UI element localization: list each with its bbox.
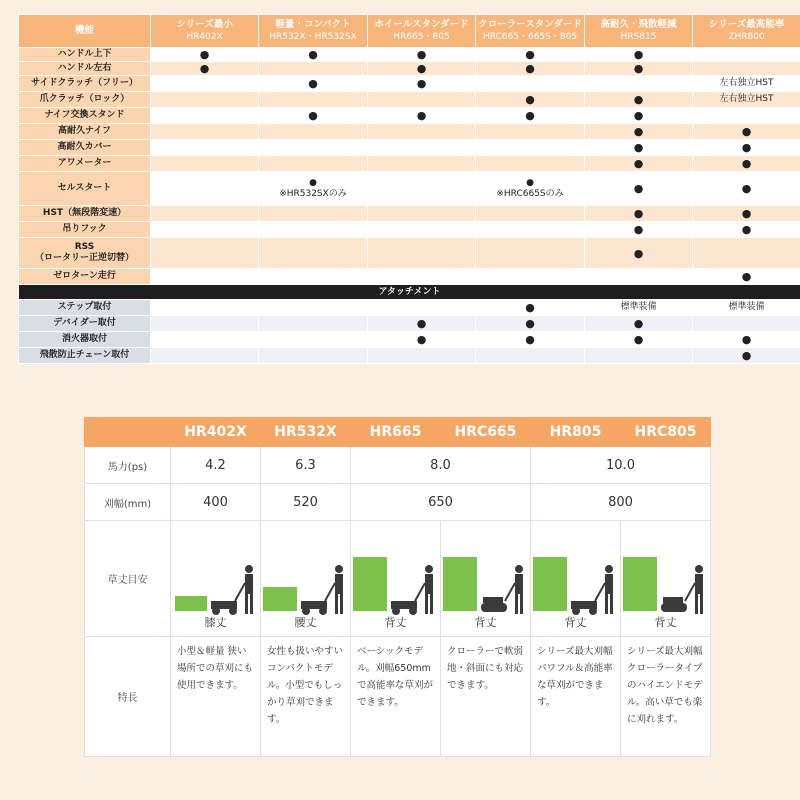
feature-cell	[585, 269, 693, 285]
header-hr665: ホイールスタンダード HR665・805	[368, 15, 476, 48]
feature-cell: 標準装備	[585, 300, 693, 316]
feature-text: クローラーで軟弱地・斜面にも対応できます。	[441, 637, 531, 757]
feature-cell	[585, 348, 693, 364]
model-hr665: HR665	[351, 418, 441, 447]
person-icon	[515, 565, 523, 614]
grass-caption: 膝丈	[204, 616, 227, 629]
feature-row	[19, 238, 800, 269]
feature-cell	[693, 316, 800, 332]
feature-label: 消火器取付	[19, 332, 151, 348]
header-hrs815: 高耐久・飛散軽減 HRS815	[585, 15, 693, 48]
crawler-mower-icon	[481, 583, 515, 612]
feature-cell: ●	[693, 206, 800, 222]
model-hr402x: HR402X	[171, 418, 261, 447]
grass-icon	[263, 587, 297, 611]
feature-cell: ●	[476, 316, 585, 332]
header-hrc665: クローラースタンダード HRC665・665S・805	[476, 15, 585, 48]
feature-cell	[476, 76, 585, 92]
grass-height-illustration	[351, 539, 441, 619]
feature-cell	[151, 316, 259, 332]
feature-cell	[259, 222, 368, 238]
header-zhr800: シリーズ最高能率 ZHR800	[693, 15, 800, 48]
feature-cell	[476, 140, 585, 156]
feature-cell: ●	[585, 316, 693, 332]
grass-caption: 腰丈	[294, 616, 317, 629]
feature-cell	[368, 206, 476, 222]
feature-cell: 標準装備	[693, 300, 800, 316]
feature-cell	[259, 238, 368, 269]
feature-cell: ●	[476, 62, 585, 76]
feature-cell	[151, 92, 259, 108]
grass-figure-cell	[171, 521, 261, 637]
feature-label: デバイダー取付	[19, 316, 151, 332]
feature-label: 吊りフック	[19, 222, 151, 238]
power-value: 8.0	[351, 447, 531, 484]
spec-row-power	[85, 447, 711, 484]
feature-cell	[476, 156, 585, 172]
feature-row	[19, 206, 800, 222]
grass-label: 草丈目安	[85, 521, 171, 637]
width-value: 400	[171, 484, 261, 521]
feature-cell: ●	[259, 48, 368, 62]
feature-cell	[259, 62, 368, 76]
feature-cell: ● ※HRC665Sのみ	[476, 172, 585, 206]
feature-cell	[476, 238, 585, 269]
mower-icon	[301, 583, 335, 615]
feature-cell	[259, 300, 368, 316]
feature-cell: 左右独立HST	[693, 92, 800, 108]
feature-cell: ●	[151, 48, 259, 62]
person-icon	[335, 565, 343, 614]
power-value: 6.3	[261, 447, 351, 484]
width-value: 520	[261, 484, 351, 521]
grass-icon	[533, 557, 567, 611]
feature-label: 爪クラッチ（ロック）	[19, 92, 151, 108]
grass-figure-cell	[531, 521, 621, 637]
feature-cell	[368, 140, 476, 156]
spec-header-blank	[85, 418, 171, 447]
feature-cell	[151, 222, 259, 238]
feature-cell	[151, 124, 259, 140]
feature-label: ナイフ交換スタンド	[19, 108, 151, 124]
grass-height-illustration	[171, 539, 261, 619]
feature-cell	[259, 316, 368, 332]
feature-row	[19, 140, 800, 156]
feature-cell: ●	[585, 206, 693, 222]
feature-cell: ●	[585, 140, 693, 156]
feature-cell: ●	[585, 92, 693, 108]
feature-cell	[151, 108, 259, 124]
grass-caption: 背丈	[654, 616, 677, 629]
feature-cell	[151, 76, 259, 92]
feature-cell: 左右独立HST	[693, 76, 800, 92]
feature-label: 飛散防止チェーン取付	[19, 348, 151, 364]
feature-row	[19, 332, 800, 348]
spec-row-features	[85, 637, 711, 757]
model-hr532x: HR532X	[261, 418, 351, 447]
feature-cell: ●	[585, 108, 693, 124]
feature-label: セルスタート	[19, 172, 151, 206]
feature-cell	[259, 156, 368, 172]
feature-label: RSS （ロータリー正逆切替）	[19, 238, 151, 269]
person-icon	[695, 565, 703, 614]
feature-text: 小型＆軽量 狭い場所での草刈にも使用できます。	[171, 637, 261, 757]
feature-row	[19, 172, 800, 206]
feature-cell	[151, 140, 259, 156]
feature-cell: ●	[693, 269, 800, 285]
grass-icon	[623, 557, 657, 611]
feature-cell	[368, 222, 476, 238]
feature-cell: ●	[476, 332, 585, 348]
feature-cell	[693, 48, 800, 62]
feature-cell: ●	[693, 124, 800, 140]
feature-cell	[259, 269, 368, 285]
feature-cell	[476, 348, 585, 364]
power-label: 馬力(ps)	[85, 447, 171, 484]
feature-cell	[585, 76, 693, 92]
feature-cell	[259, 140, 368, 156]
grass-caption: 背丈	[474, 616, 497, 629]
feature-cell: ●	[368, 48, 476, 62]
feature-cell	[693, 62, 800, 76]
feature-cell	[151, 172, 259, 206]
feature-cell: ●	[585, 172, 693, 206]
spec-row-grass	[85, 521, 711, 637]
feature-cell	[368, 156, 476, 172]
feature-cell	[368, 238, 476, 269]
feature-cell	[476, 269, 585, 285]
feature-label: 高耐久ナイフ	[19, 124, 151, 140]
feature-label: ハンドル上下	[19, 48, 151, 62]
feature-cell: ● ※HR532SXのみ	[259, 172, 368, 206]
mower-icon	[211, 583, 245, 615]
spec-row-width	[85, 484, 711, 521]
feature-cell: ●	[693, 222, 800, 238]
spec-table	[84, 417, 711, 757]
feature-cell: ●	[693, 172, 800, 206]
width-label: 刈幅(mm)	[85, 484, 171, 521]
grass-caption: 背丈	[564, 616, 587, 629]
mower-icon	[571, 583, 605, 615]
feature-cell: ●	[259, 76, 368, 92]
feature-cell: ●	[151, 62, 259, 76]
feature-cell: ●	[693, 140, 800, 156]
feature-cell: ●	[476, 300, 585, 316]
feature-row	[19, 300, 800, 316]
feature-cell	[368, 124, 476, 140]
feature-cell: ●	[585, 238, 693, 269]
feature-cell	[368, 348, 476, 364]
feature-cell	[368, 92, 476, 108]
feature-text: ベーシックモデル。刈幅650mmで高能率な草刈ができます。	[351, 637, 441, 757]
crawler-mower-icon	[661, 583, 695, 612]
feature-cell	[151, 206, 259, 222]
grass-height-illustration	[261, 539, 351, 619]
feature-cell: ●	[368, 108, 476, 124]
feature-cell: ●	[368, 332, 476, 348]
feature-row	[19, 62, 800, 76]
grass-height-illustration	[531, 539, 621, 619]
feature-cell: ●	[259, 108, 368, 124]
feature-cell	[151, 348, 259, 364]
feature-cell	[368, 269, 476, 285]
feature-text: シリーズ最大刈幅パワフル＆高能率な草刈ができます。	[531, 637, 621, 757]
mower-icon	[391, 583, 425, 615]
feature-cell: ●	[585, 156, 693, 172]
feature-row	[19, 108, 800, 124]
features-header-row	[19, 15, 800, 48]
feature-row	[19, 92, 800, 108]
model-hrc805: HRC805	[621, 418, 711, 447]
feature-row	[19, 156, 800, 172]
grass-figure-cell	[261, 521, 351, 637]
grass-icon	[175, 596, 207, 611]
feature-row	[19, 124, 800, 140]
feature-label: HST（無段階変速）	[19, 206, 151, 222]
feature-cell: ●	[476, 48, 585, 62]
attachment-section-row	[19, 285, 800, 300]
grass-icon	[353, 557, 387, 611]
grass-icon	[443, 557, 477, 611]
feature-cell: ●	[693, 348, 800, 364]
feature-cell	[151, 156, 259, 172]
feature-label: サイドクラッチ（フリー）	[19, 76, 151, 92]
width-value: 650	[351, 484, 531, 521]
feature-row	[19, 76, 800, 92]
feature-cell	[476, 222, 585, 238]
feature-cell	[259, 206, 368, 222]
feature-cell: ●	[585, 124, 693, 140]
feature-cell	[476, 206, 585, 222]
features-body	[19, 48, 800, 364]
feature-cell: ●	[368, 316, 476, 332]
feature-text: シリーズ最大刈幅クローラータイプのハイエンドモデル。高い草でも楽に刈れます。	[621, 637, 711, 757]
model-hrc665: HRC665	[441, 418, 531, 447]
person-icon	[245, 565, 253, 614]
feature-label: アワメーター	[19, 156, 151, 172]
power-value: 10.0	[531, 447, 711, 484]
header-hr532x: 軽量・コンパクト HR532X・HR532SX	[259, 15, 368, 48]
feature-row	[19, 269, 800, 285]
feature-cell	[259, 92, 368, 108]
feature-row	[19, 48, 800, 62]
feature-text: 女性も扱いやすいコンパクトモデル。小型でもしっかり草刈できます。	[261, 637, 351, 757]
feature-cell: ●	[693, 156, 800, 172]
feature-label: ステップ取付	[19, 300, 151, 316]
feature-cell	[151, 269, 259, 285]
feature-cell: ●	[693, 332, 800, 348]
feature-cell: ●	[585, 332, 693, 348]
feature-cell: ●	[476, 92, 585, 108]
header-hr402x: シリーズ最小 HR402X	[151, 15, 259, 48]
feature-cell	[259, 332, 368, 348]
grass-figure-cell	[441, 521, 531, 637]
feature-cell: ●	[585, 48, 693, 62]
grass-figure-cell	[351, 521, 441, 637]
feature-cell	[693, 108, 800, 124]
features-table	[18, 14, 800, 364]
power-value: 4.2	[171, 447, 261, 484]
feature-cell	[259, 124, 368, 140]
person-icon	[425, 565, 433, 614]
attachment-section-label: アタッチメント	[19, 285, 800, 300]
feature-cell	[368, 172, 476, 206]
feature-label: ゼロターン走行	[19, 269, 151, 285]
grass-height-illustration	[621, 539, 711, 619]
header-feature: 機能	[19, 15, 151, 48]
feature-cell: ●	[368, 76, 476, 92]
feature-cell: ●	[585, 222, 693, 238]
feature-cell: ●	[476, 108, 585, 124]
feature-row	[19, 348, 800, 364]
feature-cell	[151, 238, 259, 269]
feature-cell	[476, 124, 585, 140]
feature-row	[19, 316, 800, 332]
person-icon	[605, 565, 613, 614]
feature-cell	[693, 238, 800, 269]
feature-row	[19, 222, 800, 238]
spec-header-row	[85, 418, 711, 447]
feature-cell	[151, 332, 259, 348]
feature-cell	[259, 348, 368, 364]
grass-figure-cell	[621, 521, 711, 637]
feature-label: 高耐久カバー	[19, 140, 151, 156]
model-hr805: HR805	[531, 418, 621, 447]
grass-height-illustration	[441, 539, 531, 619]
grass-caption: 背丈	[384, 616, 407, 629]
features-label: 特長	[85, 637, 171, 757]
feature-label: ハンドル左右	[19, 62, 151, 76]
feature-cell	[151, 300, 259, 316]
feature-cell	[368, 300, 476, 316]
feature-cell: ●	[368, 62, 476, 76]
feature-cell: ●	[585, 62, 693, 76]
width-value: 800	[531, 484, 711, 521]
